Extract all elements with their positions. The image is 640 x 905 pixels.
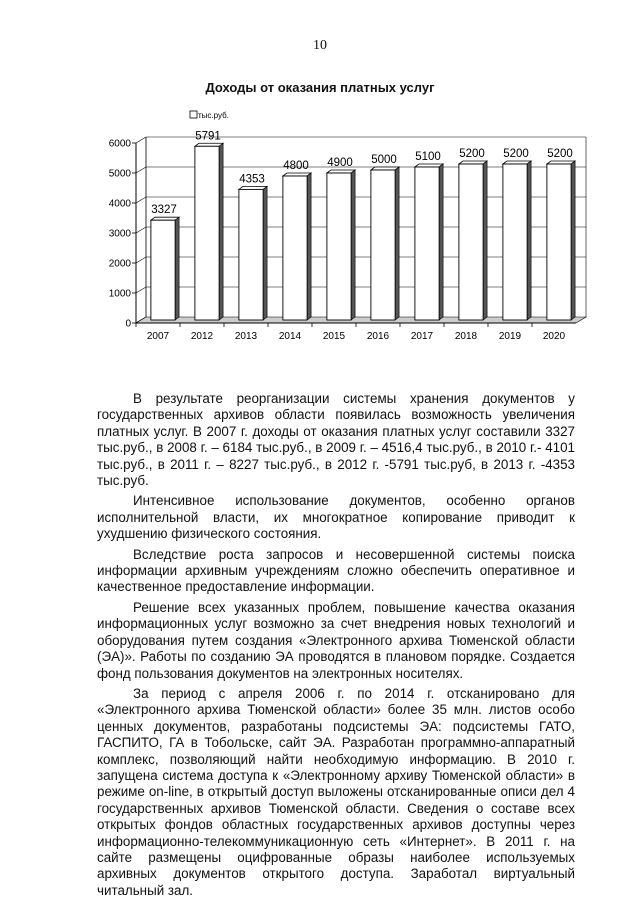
bar-side	[351, 170, 355, 320]
bar-side	[219, 143, 223, 320]
data-label: 4353	[239, 173, 265, 186]
paragraph: Интенсивное использование документов, особенно органов исполнительной власти, их многократное копирование приводит к ухудшению физического состояния.	[97, 493, 575, 542]
bar-side	[483, 161, 487, 320]
legend-swatch	[190, 111, 197, 118]
data-label: 4900	[327, 157, 353, 169]
y-tick-label: 4000	[108, 198, 131, 210]
chart-title: Доходы от оказания платных услуг	[205, 80, 435, 95]
data-label: 5000	[371, 154, 397, 166]
bar	[327, 173, 351, 320]
y-tick-label: 0	[125, 318, 131, 330]
body-text	[97, 391, 575, 903]
bar-side	[527, 161, 531, 320]
x-tick-label: 2019	[498, 331, 522, 342]
bar	[239, 189, 263, 320]
x-tick-label: 2017	[410, 331, 434, 342]
bar	[283, 176, 307, 320]
data-label: 5100	[415, 151, 441, 163]
data-label: 5791	[195, 130, 221, 143]
bar-side	[439, 164, 443, 320]
data-label: 5200	[503, 148, 529, 160]
bar	[503, 164, 527, 320]
bar	[151, 220, 175, 320]
y-tick-label: 6000	[108, 138, 131, 150]
y-tick-label: 5000	[108, 168, 131, 180]
bar-side	[395, 167, 399, 320]
bar-side	[263, 186, 267, 320]
x-tick-label: 2020	[542, 331, 566, 342]
bar	[547, 164, 571, 320]
data-label: 3327	[151, 204, 177, 217]
bar-side	[175, 217, 179, 320]
paragraph: Вследствие роста запросов и несовершенной системы поиска информации архивным учреждениям сложно обеспечить оперативное и качественное предоставление информации.	[97, 546, 575, 595]
data-label: 5200	[459, 148, 485, 160]
x-tick-label: 2007	[146, 331, 170, 342]
bar-side	[307, 173, 311, 320]
bar	[371, 170, 395, 320]
page-number: 10	[313, 38, 327, 53]
x-tick-label: 2012	[190, 331, 214, 342]
bar-chart	[100, 100, 600, 350]
bar	[415, 167, 439, 320]
x-tick-label: 2015	[322, 331, 346, 342]
data-label: 4800	[283, 160, 309, 172]
bar-side	[571, 161, 575, 320]
paragraph: Решение всех указанных проблем, повышение качества оказания информационных услуг возможно за счет внедрения новых технологий и оборудования путем создания «Электронного архива Тюменской области (ЭА)». Работы по созданию ЭА проводятся в плановом порядке. Создается фонд пользования документов на электронных носителях.	[97, 599, 575, 681]
bar	[459, 164, 483, 320]
x-tick-label: 2013	[234, 331, 258, 342]
x-tick-label: 2016	[366, 331, 390, 342]
paragraph: В результате реорганизации системы хранения документов у государственных архивов области появилась возможность увеличения платных услуг. В 2007 г. доходы от оказания платных услуг составили 3327 тыс.руб., в 2008 г. – 6184 тыс.руб., в 2009 г. – 4516,4 тыс.руб., в 2010 г.- 4101 тыс.руб., в 2011 г. – 8227 тыс.руб., в 2012 г. -5791 тыс.руб, в 2013 г. -4353 тыс.руб.	[97, 391, 575, 489]
legend-label: тыс.руб.	[198, 111, 229, 120]
bar	[195, 146, 219, 320]
x-tick-label: 2014	[278, 331, 302, 342]
x-tick-label: 2018	[454, 331, 478, 342]
y-tick-label: 3000	[108, 228, 131, 240]
paragraph: За период с апреля 2006 г. по 2014 г. отсканировано для «Электронного архива Тюменской области» более 35 млн. листов особо ценных документов, разработаны подсистемы ЭА: подсистемы ГАТО, ГАСПИТО, ГА в Тобольске, сайт ЭА. Разработан программно-аппаратный комплекс, позволяющий найти необходимую информацию. В 2010 г. запущена система доступа к «Электронному архиву Тюменской области» в режиме on-line, в открытый доступ выложены отсканированные описи дел 4 государственных архивов Тюменской области. Сведения о составе всех открытых фондов областных государственных архивов доступны через информационно-телекоммуникационную сеть «Интернет». В 2011 г. на сайте размещены оцифрованные образы наиболее используемых архивных документов открытого доступа. Заработал виртуальный читальный зал.	[97, 685, 575, 898]
y-tick-label: 1000	[108, 288, 131, 300]
data-label: 5200	[547, 148, 573, 160]
y-tick-label: 2000	[108, 258, 131, 270]
